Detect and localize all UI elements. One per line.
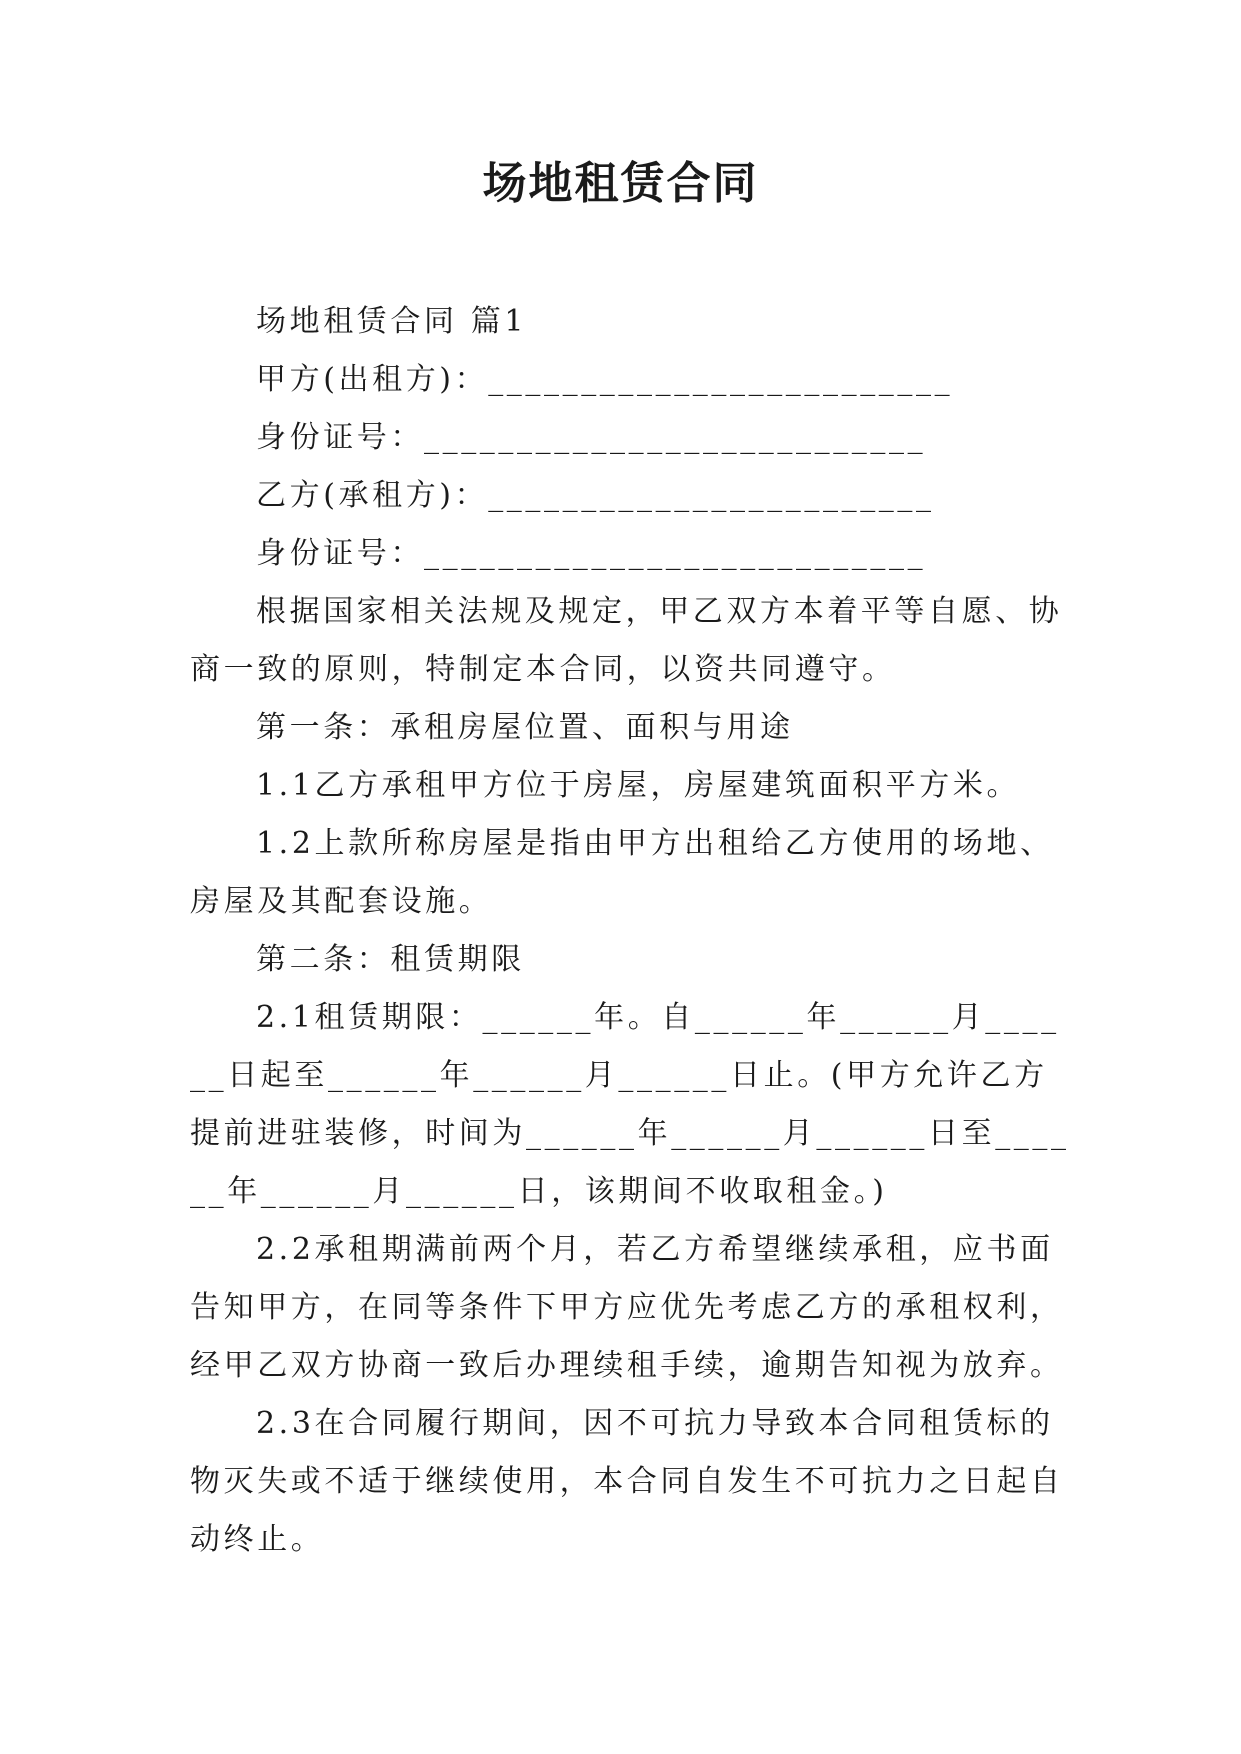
lessee-id-field: 身份证号：___________________________ <box>256 536 927 571</box>
clause-1-1: 1.1乙方承租甲方位于房屋，房屋建筑面积平方米。 <box>256 768 1021 803</box>
preamble-paragraph: 根据国家相关法规及规定，甲乙双方本着平等自愿、协商一致的原则，特制定本合同，以资共同遵守。 <box>190 594 1063 687</box>
lessee-field: 乙方(承租方)：________________________ <box>256 478 935 513</box>
clause-2-3: 2.3在合同履行期间，因不可抗力导致本合同租赁标的物灭失或不适于继续使用，本合同自发生不可抗力之日起自动终止。 <box>190 1406 1064 1557</box>
document-title: 场地租赁合同 <box>482 158 759 209</box>
document-body <box>190 293 1070 1569</box>
clause-2-1: 2.1租赁期限：______年。自______年______月______日起至______年______月______日止。(甲方允许乙方提前进驻装修，时间为______年______月______日至______年______月______日，该期间不收取租金。) <box>190 1000 1070 1209</box>
article-1-heading: 第一条：承租房屋位置、面积与用途 <box>256 710 794 745</box>
section-heading: 场地租赁合同 篇1 <box>256 304 528 339</box>
clause-2-2: 2.2承租期满前两个月，若乙方希望继续承租，应书面告知甲方，在同等条件下甲方应优先考虑乙方的承租权利，经甲乙双方协商一致后办理续租手续，逾期告知视为放弃。 <box>190 1232 1064 1383</box>
clause-1-2: 1.2上款所称房屋是指由甲方出租给乙方使用的场地、房屋及其配套设施。 <box>190 826 1054 919</box>
article-2-heading: 第二条：租赁期限 <box>256 942 525 977</box>
lessor-field: 甲方(出租方)：_________________________ <box>256 362 954 397</box>
lessor-id-field: 身份证号：___________________________ <box>256 420 927 455</box>
